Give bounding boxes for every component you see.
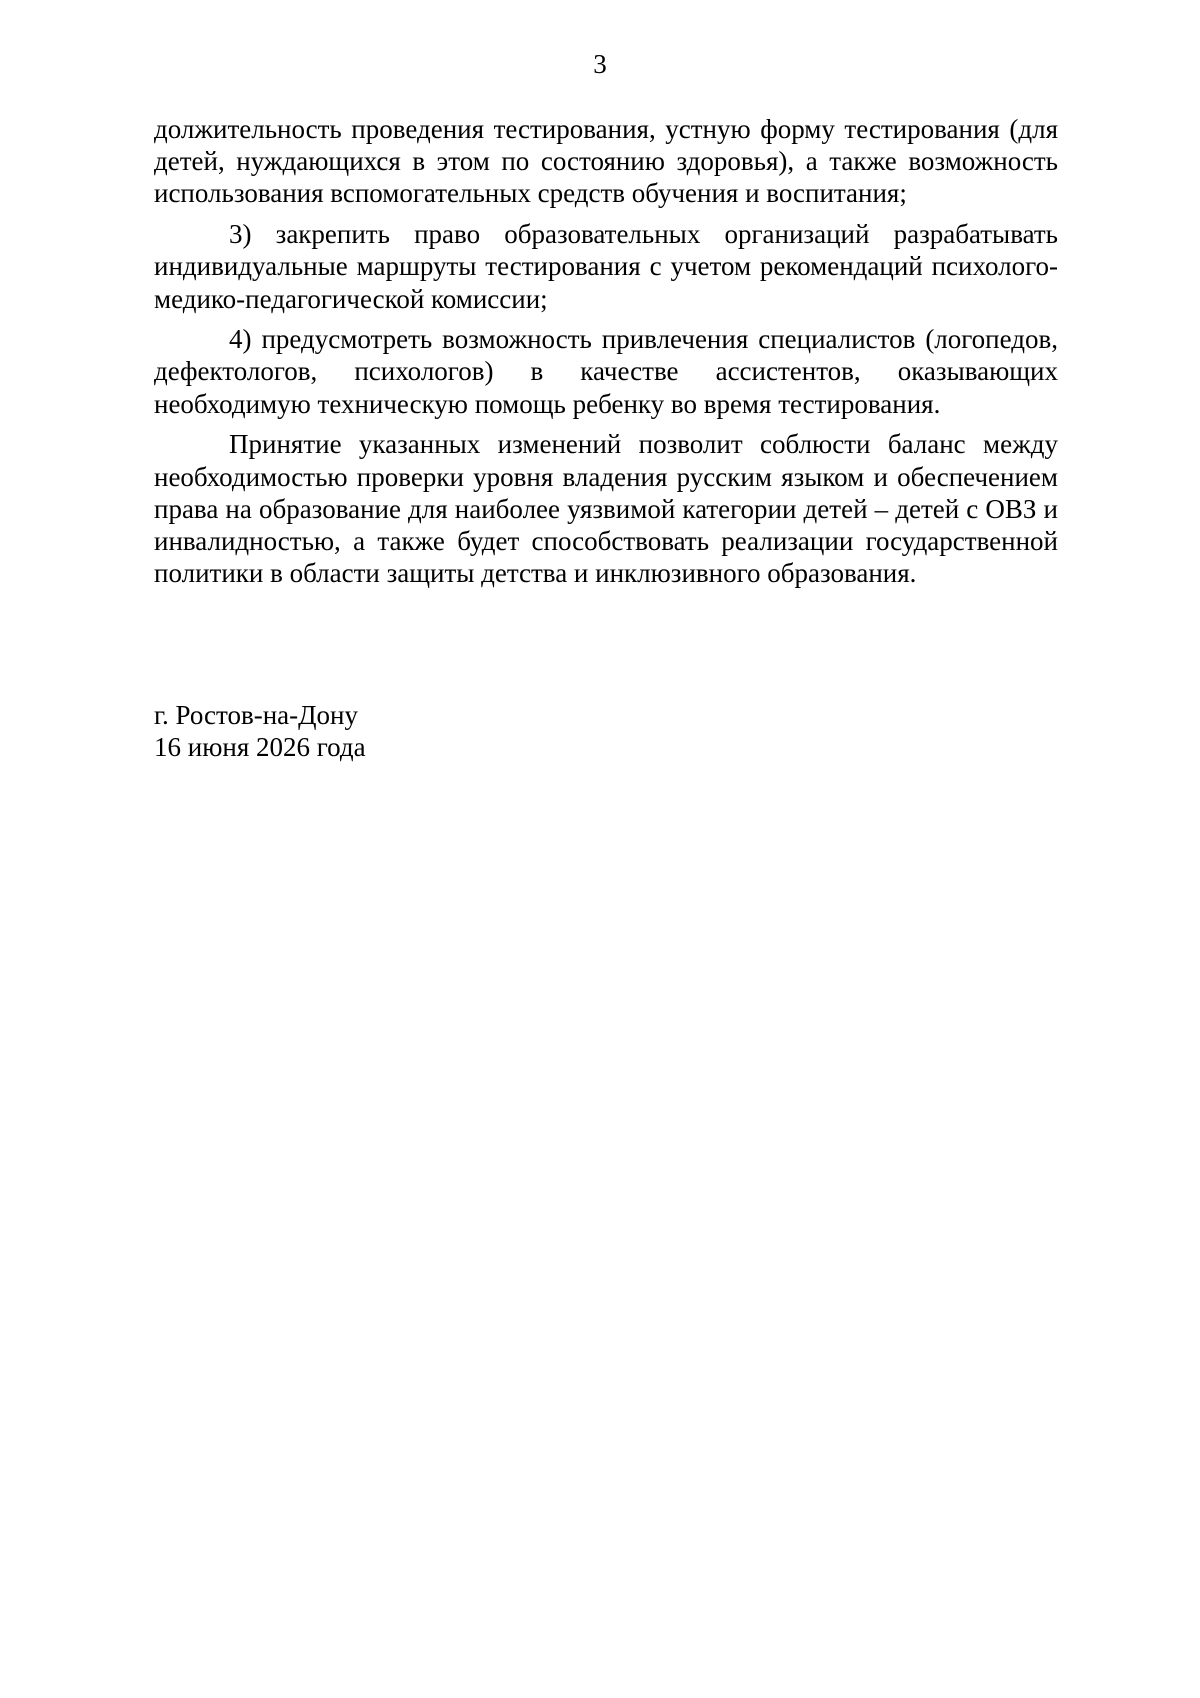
paragraph-item-4: 4) предусмотреть возможность привлечения специалистов (логопедов, дефектологов, психологов) в качестве ассистентов, оказывающих необходимую техническую помощь ребенку во время тестирования. <box>154 324 1058 419</box>
closing-date: 16 июня 2026 года <box>154 732 366 763</box>
closing-block <box>154 699 366 763</box>
document-body <box>154 113 1058 598</box>
paragraph-item-3: 3) закрепить право образовательных организаций разрабатывать индивидуальные маршруты тестирования с учетом рекомендаций психолого-медико-педагогической комиссии; <box>154 219 1058 314</box>
paragraph-continuation: должительность проведения тестирования, устную форму тестирования (для детей, нуждающихся в этом по состоянию здоровья), а также возможность использования вспомогательных средств обучения и воспитания; <box>154 114 1058 209</box>
closing-place: г. Ростов-на-Дону <box>154 700 359 730</box>
paragraph-conclusion: Принятие указанных изменений позволит соблюсти баланс между необходимостью проверки уровня владения русским языком и обеспечением права на образование для наиболее уязвимой категории детей – детей с ОВЗ и инвалидностью, а также будет способствовать реализации государственной политики в области защиты детства и инклюзивного образования. <box>154 429 1058 589</box>
page-number: 3 <box>593 49 607 79</box>
